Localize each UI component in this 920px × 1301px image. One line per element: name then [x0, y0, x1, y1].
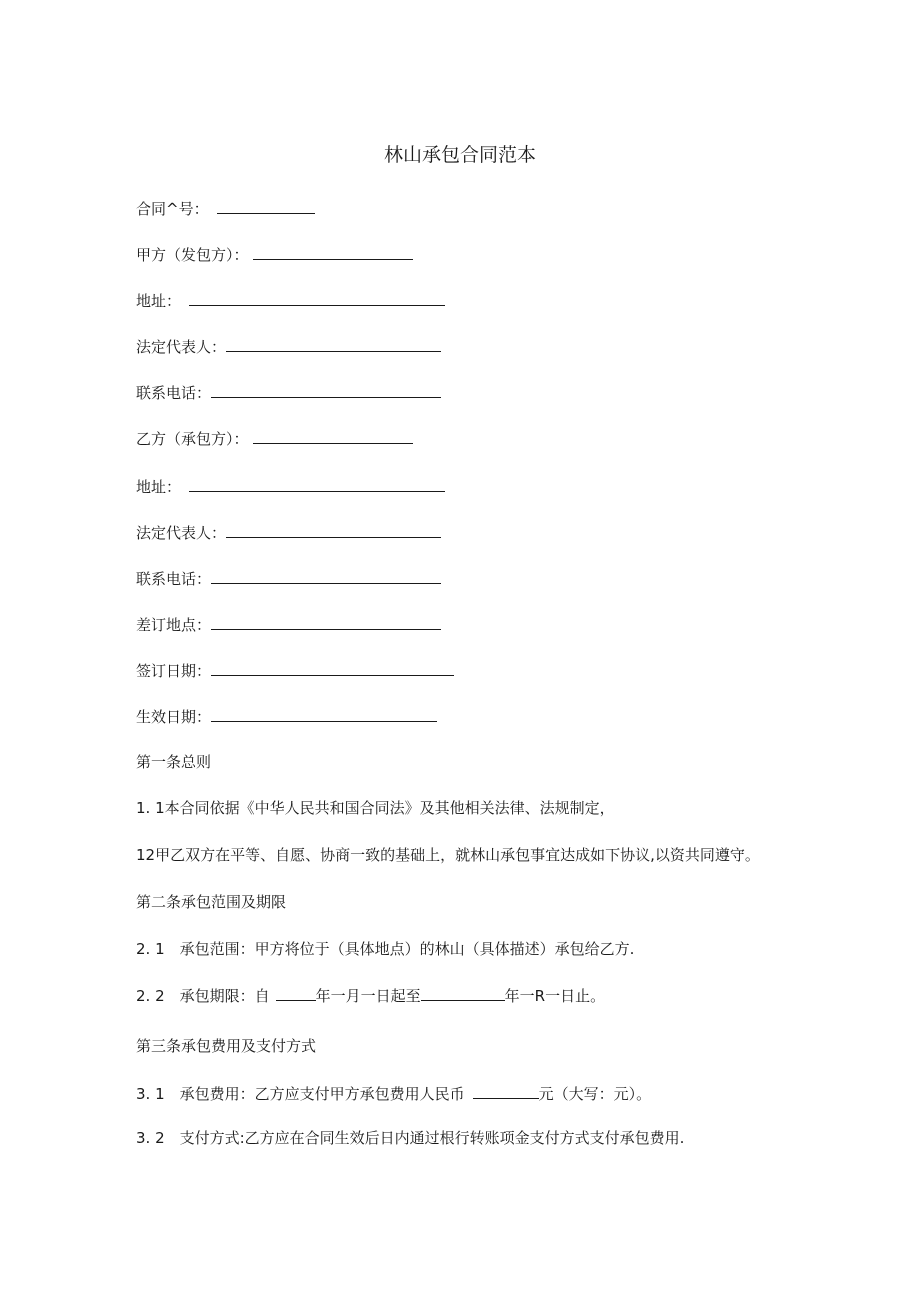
clause-3-2: 3. 2 支付方式:乙方应在合同生效后日内通过根行转账项金支付方式支付承包费用. — [136, 1129, 685, 1147]
blank-line — [276, 985, 316, 1001]
blank-line — [253, 244, 413, 260]
field-signing-place — [136, 614, 441, 635]
clause-text: 3. 1 承包费用：乙方应支付甲方承包费用人民币 — [136, 1085, 465, 1103]
document-title: 林山承包合同范本 — [383, 144, 536, 166]
section-1-heading: 第一条总则 — [136, 753, 212, 771]
clause-text: 元（大写：元）。 — [538, 1085, 652, 1103]
field-signing-date — [136, 660, 454, 681]
field-party-a — [136, 244, 413, 265]
blank-line — [189, 476, 445, 492]
blank-line — [217, 198, 315, 214]
blank-line — [211, 614, 441, 630]
field-party-b-representative — [136, 522, 441, 543]
field-effective-date — [136, 706, 437, 727]
field-label: 法定代表人： — [136, 338, 227, 356]
blank-line — [211, 660, 454, 676]
clause-1-1: 1. 1本合同依据《中华人民共和国合同法》及其他相关法律、法规制定， — [136, 799, 615, 817]
field-party-b-address — [136, 476, 445, 497]
blank-line — [226, 336, 441, 352]
field-label: 地址： — [136, 292, 182, 310]
blank-line — [226, 522, 441, 538]
section-3-heading: 第三条承包费用及支付方式 — [136, 1037, 317, 1055]
clause-3-1 — [136, 1083, 651, 1104]
blank-line — [211, 382, 441, 398]
blank-line — [211, 706, 437, 722]
blank-line — [253, 428, 413, 444]
clause-text: 年一R一日止。 — [504, 987, 606, 1005]
field-contract-number — [136, 198, 315, 219]
clause-text: 年一月一日起至 — [315, 987, 421, 1005]
clause-2-1: 2. 1 承包范围：甲方将位于（具体地点）的林山（具体描述）承包给乙方. — [136, 940, 635, 958]
field-party-b — [136, 428, 413, 449]
clause-1-2: 12甲乙双方在平等、自愿、协商一致的基础上，就林山承包事宜达成如下协议,以资共同遵守。 — [136, 846, 760, 864]
field-party-b-phone — [136, 568, 441, 589]
field-label: 生效日期： — [136, 708, 212, 726]
field-label: 地址： — [136, 478, 182, 496]
clause-text: 2. 2 承包期限：自 — [136, 987, 270, 1005]
field-party-a-representative — [136, 336, 441, 357]
field-label: 联系电话： — [136, 384, 212, 402]
blank-line — [189, 290, 445, 306]
blank-line — [211, 568, 441, 584]
field-label: 甲方（发包方）： — [136, 246, 249, 264]
field-label: 乙方（承包方）： — [136, 430, 249, 448]
field-label: 法定代表人： — [136, 524, 227, 542]
section-2-heading: 第二条承包范围及期限 — [136, 893, 287, 911]
clause-2-2 — [136, 985, 605, 1006]
field-label: 联系电话： — [136, 570, 212, 588]
field-label: 差订地点： — [136, 616, 212, 634]
blank-line — [473, 1083, 539, 1099]
field-party-a-phone — [136, 382, 441, 403]
blank-line — [421, 985, 505, 1001]
field-label: 签订日期： — [136, 662, 212, 680]
field-label: 合同^号： — [136, 200, 209, 218]
field-party-a-address — [136, 290, 445, 311]
